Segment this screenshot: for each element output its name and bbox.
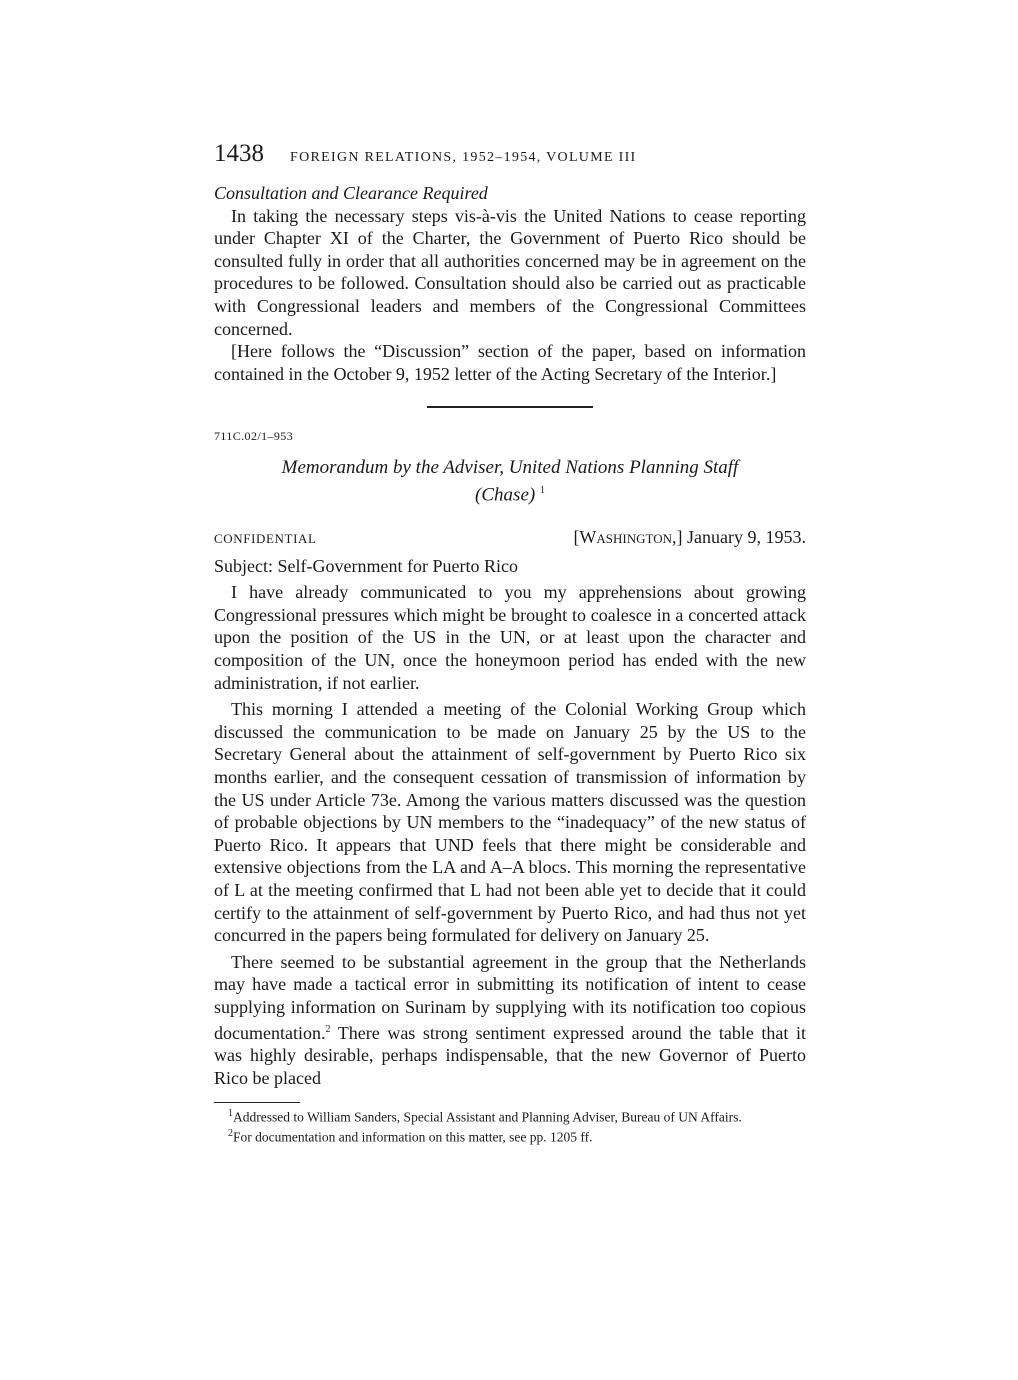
- footnote-ref-1: 1: [539, 485, 545, 497]
- place: [Washington,]: [573, 526, 683, 547]
- document-title-line-2: (Chase): [475, 484, 536, 506]
- page-number: 1438: [214, 140, 264, 167]
- memo-paragraph-1: I have already communicated to you my apprehensions about growing Congressional pressures which might be brought to coalesce in a concerted attack upon the position of the US in the UN, or at least upon the character and composition of the UN, once the honeymoon period has ended with the new administration, if not earlier.: [214, 582, 806, 693]
- footnote-2-ref: 2: [228, 1127, 233, 1139]
- subject-text: Self-Government for Puerto Rico: [277, 555, 518, 576]
- section-paragraph-1: In taking the necessary steps vis-à-vis the United Nations to cease reporting under Chapter XI of the Charter, the Government of Puerto Rico should be consulted fully in order that all authorities concerned may be in agreement on the procedures to be followed. Consultation should also be carried out as practicable with Congressional leaders and members of the Congressional Committees concerned.: [214, 205, 806, 339]
- section-divider: [427, 406, 593, 408]
- document-title: [214, 456, 806, 506]
- running-head: FOREIGN RELATIONS, 1952–1954, VOLUME III: [290, 150, 637, 165]
- footnote-ref-2: 2: [325, 1023, 331, 1035]
- memo-paragraph-3: [214, 951, 806, 1090]
- memo-paragraph-3-part-2: There was strong sentiment expressed around the table that it was highly desirable, perhaps indispensable, that the new Governor of Puerto Rico be placed: [214, 1022, 806, 1088]
- place-and-date: [573, 527, 806, 548]
- document-title-line-1: Memorandum by the Adviser, United Nations Planning Staff: [281, 457, 739, 479]
- editorial-note: [Here follows the “Discussion” section of the paper, based on information contained in the October 9, 1952 letter of the Acting Secretary of the Interior.]: [214, 341, 806, 384]
- classification-label: CONFIDENTIAL: [214, 530, 317, 546]
- document-page: [214, 140, 806, 1144]
- memo-paragraph-3-part-1: There seemed to be substantial agreement in the group that the Netherlands may have made a tactical error in submitting its notification of intent to cease supplying information on Surinam by supplying with its notification too copious documentation.: [214, 951, 806, 1043]
- page-header: [214, 140, 806, 182]
- footnote-1: [214, 1106, 806, 1125]
- section-heading: Consultation and Clearance Required: [214, 183, 488, 203]
- subject-line: [214, 555, 806, 578]
- memo-paragraph-2: This morning I attended a meeting of the Colonial Working Group which discussed the communication to be made on January 25 by the US to the Secretary General about the attainment of self-government by Puerto Rico six months earlier, and the consequent cessation of transmission of information by the US under Article 73e. Among the various matters discussed was the question of probable objections by UN members to the “inadequacy” of the new status of Puerto Rico. It appears that UND feels that there might be considerable and extensive objections from the LA and A–A blocs. This morning the representative of L at the meeting confirmed that L had not been able yet to decide that it could certify to the attainment of self-government by Puerto Rico, and had thus not yet concurred in the papers being formulated for delivery on January 25.: [214, 699, 806, 946]
- footnote-1-ref: 1: [228, 1108, 233, 1120]
- subject-label: Subject:: [214, 555, 273, 576]
- dateline: [214, 527, 806, 548]
- file-number: 711C.02/1–953: [214, 429, 294, 444]
- date: January 9, 1953.: [687, 526, 806, 547]
- footnote-2-text: For documentation and information on this matter, see pp. 1205 ff.: [233, 1129, 593, 1145]
- footnote-2: [214, 1126, 806, 1145]
- footnote-divider: [214, 1102, 300, 1103]
- footnote-1-text: Addressed to William Sanders, Special Assistant and Planning Adviser, Bureau of UN Affairs.: [233, 1109, 742, 1125]
